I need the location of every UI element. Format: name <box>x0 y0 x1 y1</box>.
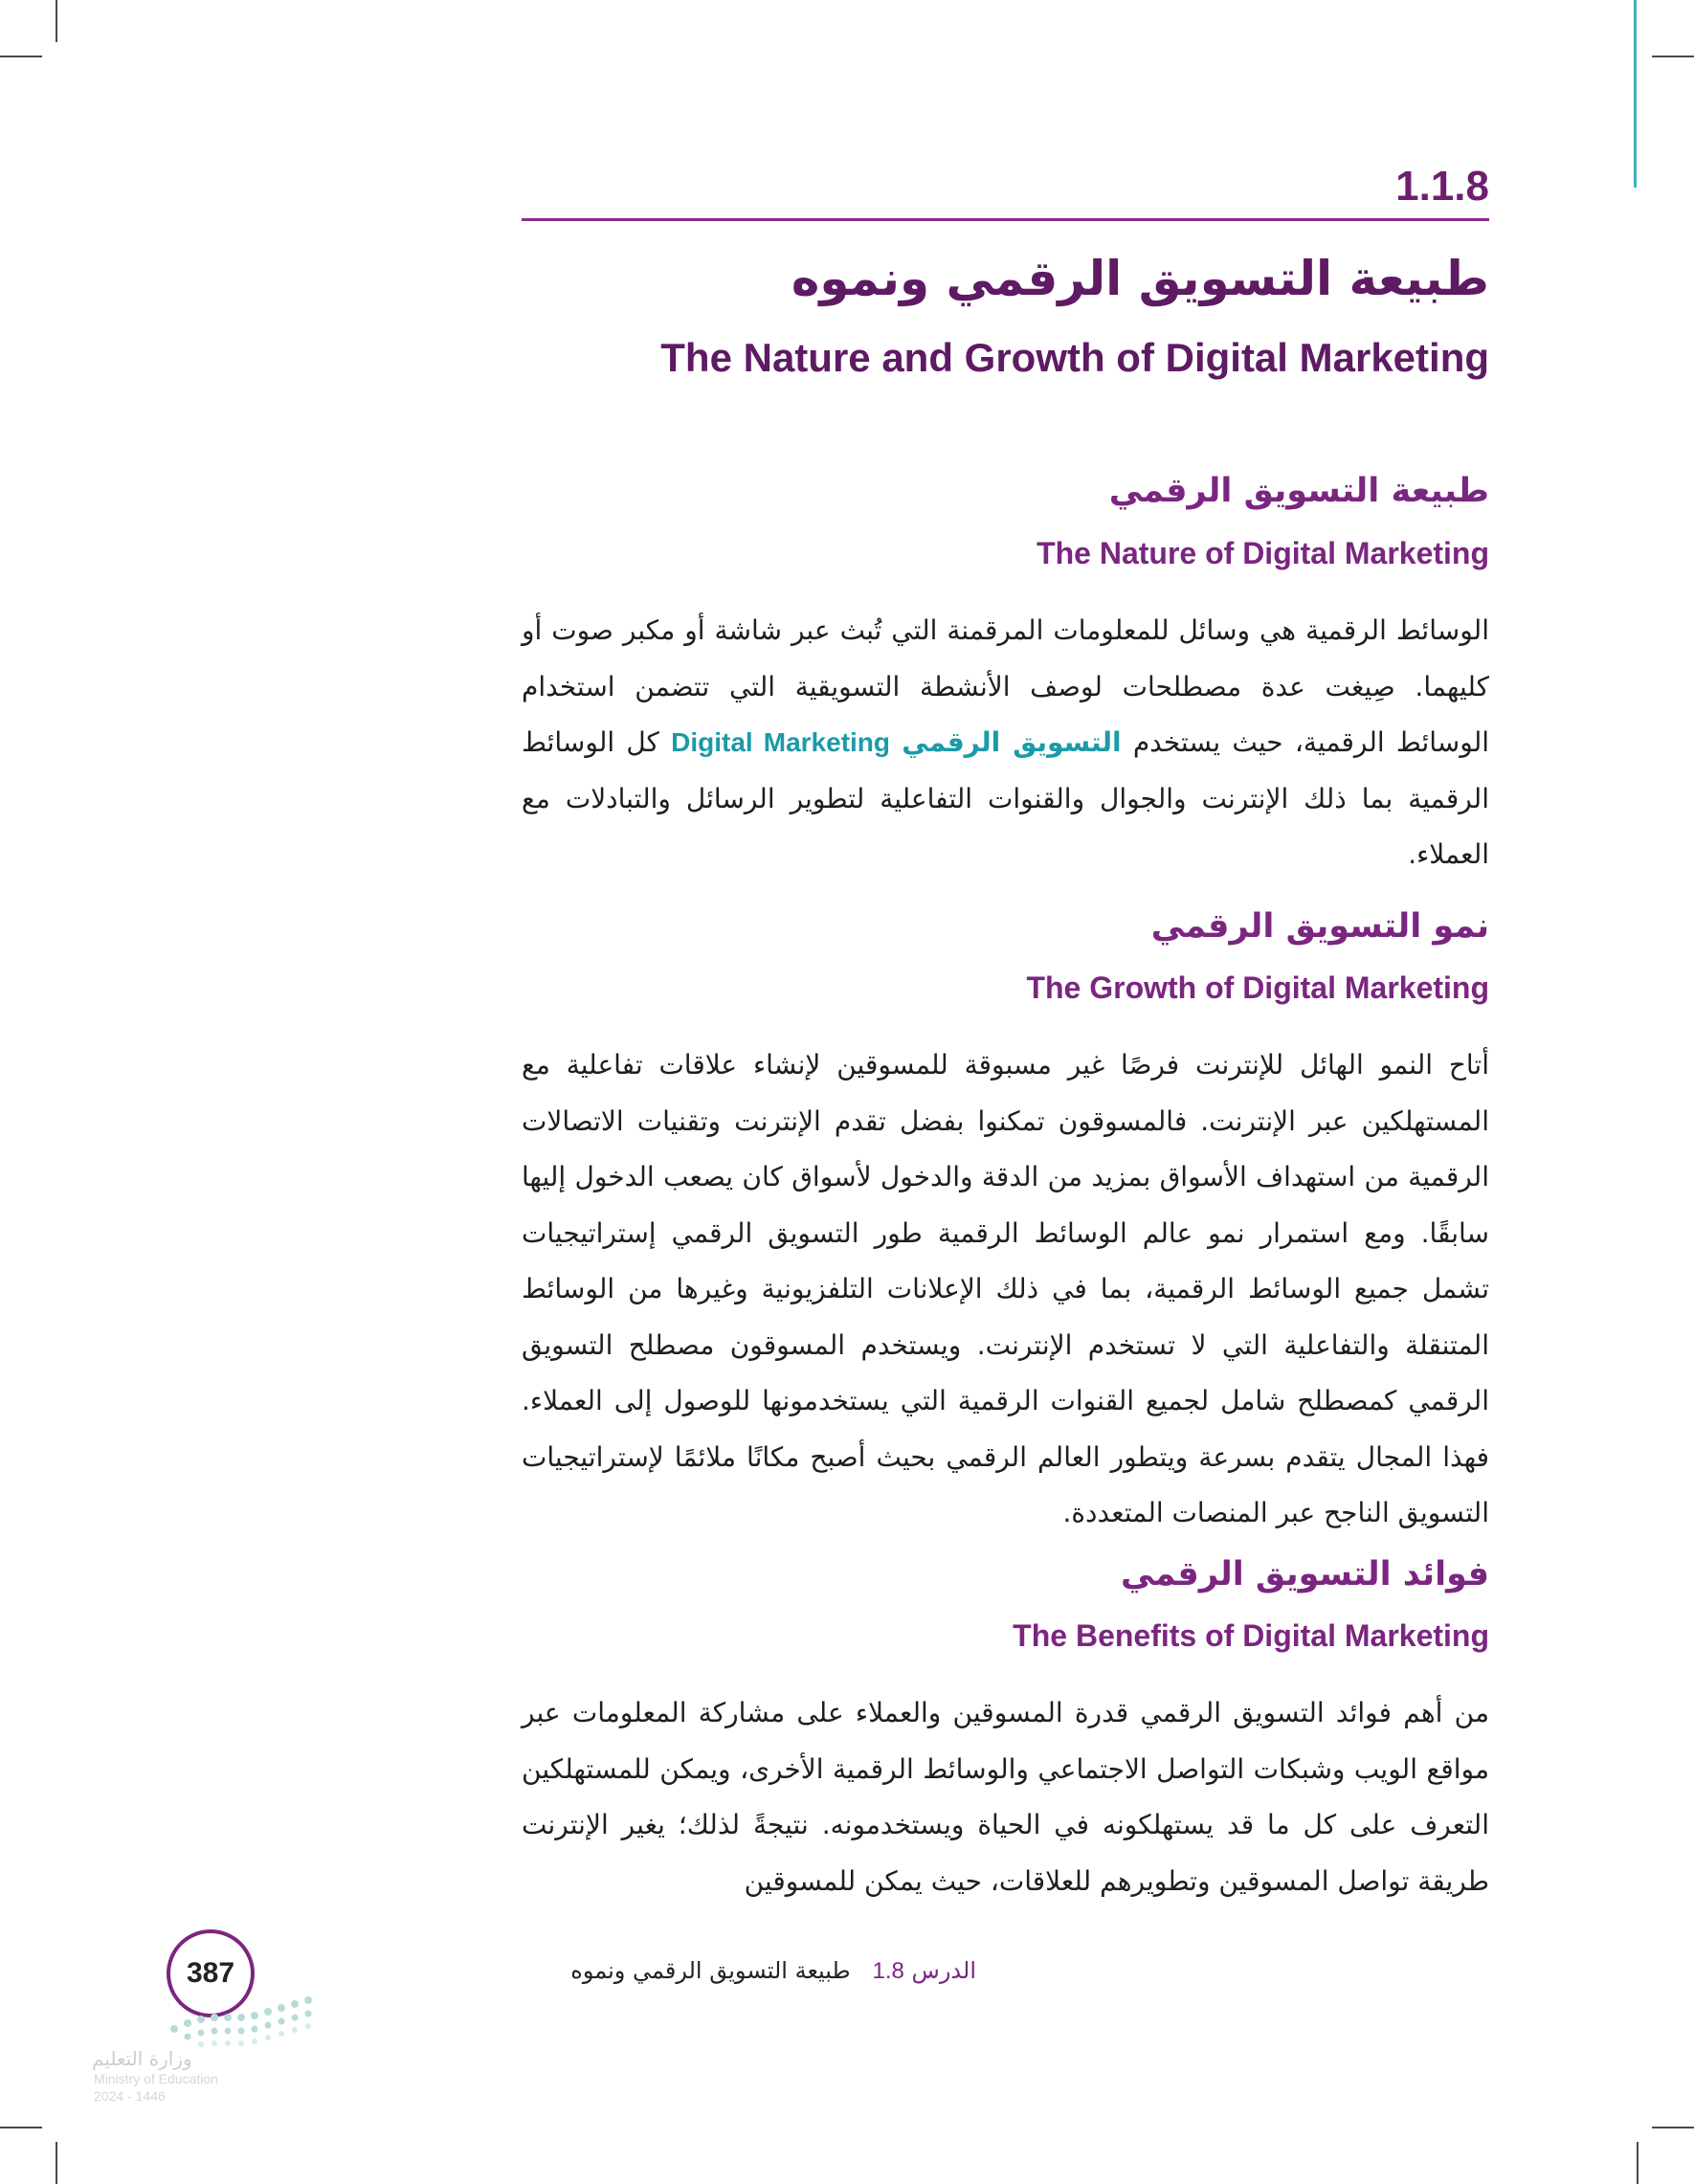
ministry-name-arabic: وزارة التعليم <box>92 2047 192 2070</box>
ministry-year: 2024 - 1446 <box>94 2088 166 2104</box>
lesson-title: طبيعة التسويق الرقمي ونموه <box>570 1957 851 1984</box>
ministry-name-english-text: Ministry of Education <box>94 2071 218 2086</box>
edge-accent <box>1634 0 1637 188</box>
crop-mark <box>0 2127 42 2128</box>
section-heading-english: The Benefits of Digital Marketing <box>1013 1618 1489 1653</box>
section-number: 1.1.8 <box>1395 163 1489 210</box>
paragraph-text: الوسائط الرقمية هي وسائل للمعلومات المرقمنة التي تُبث عبر شاشة أو مكبر صوت أو كليهما. صِيغت عدة مصطلحات لوصف الأنشطة التسويقية التي تتضمن استخدام الوسائط الرقمية، حيث يستخدم <box>522 614 1490 758</box>
ministry-logo-icon <box>165 1991 318 2050</box>
section-heading-english: The Nature of Digital Marketing <box>1036 536 1489 570</box>
section-heading-arabic: فوائد التسويق الرقمي <box>1121 1555 1489 1593</box>
crop-mark <box>1637 2142 1638 2184</box>
crop-mark <box>56 0 57 42</box>
highlight-term-arabic: التسويق الرقمي <box>902 726 1122 758</box>
crop-mark <box>56 2142 57 2184</box>
section-heading-arabic: طبيعة التسويق الرقمي <box>1108 472 1489 510</box>
section-divider <box>522 218 1489 221</box>
lesson-number: 1.8 <box>872 1958 904 1984</box>
paragraph-text: كل الوسائط الرقمية بما ذلك الإنترنت والجوال والقنوات التفاعلية لتطوير الرسائل والتبادلات مع العملاء. <box>522 726 1489 870</box>
page-title-english: The Nature and Growth of Digital Marketing <box>660 335 1489 380</box>
section-heading-english: The Growth of Digital Marketing <box>1026 970 1489 1005</box>
crop-mark <box>1652 56 1694 57</box>
crop-mark <box>0 56 42 57</box>
page-title-arabic: طبيعة التسويق الرقمي ونموه <box>791 251 1489 306</box>
highlight-term-english: Digital Marketing <box>671 727 891 757</box>
ministry-name-english <box>94 2070 247 2105</box>
section-heading-arabic: نمو التسويق الرقمي <box>1150 907 1489 946</box>
crop-mark <box>1652 2127 1694 2128</box>
section-paragraph: أتاح النمو الهائل للإنترنت فرصًا غير مسبوقة للمسوقين لإنشاء علاقات تفاعلية مع المستهلكين عبر الإنترنت. فالمسوقون تمكنوا بفضل تقدم الإنترنت وتقنيات الاتصالات الرقمية من استهداف الأسواق بمزيد من الدقة والدخول لأسواق كان يصعب الدخول إليها سابقًا. ومع استمرار نمو عالم الوسائط الرقمية طور التسويق الرقمي إستراتيجيات تشمل جميع الوسائط الرقمية، بما في ذلك الإعلانات التلفزيونية وغيرها من الوسائط المتنقلة والتفاعلية التي لا تستخدم الإنترنت. ويستخدم المسوقون مصطلح التسويق الرقمي كمصطلح شامل لجميع القنوات الرقمية التي يستخدمونها للوصول إلى العملاء. فهذا المجال يتقدم بسرعة ويتطور العالم الرقمي بحيث أصبح مكانًا ملائمًا لإستراتيجيات التسويق الناجح عبر المنصات المتعددة. <box>522 1049 1489 1528</box>
footer-lesson <box>517 1957 976 1985</box>
lesson-label: الدرس <box>911 1957 976 1984</box>
section-paragraph: من أهم فوائد التسويق الرقمي قدرة المسوقين والعملاء على مشاركة المعلومات عبر مواقع الويب وشبكات التواصل الاجتماعي والوسائط الرقمية الأخرى، ويمكن للمستهلكين التعرف على كل ما قد يستهلكونه في الحياة ويستخدمونه. نتيجةً لذلك؛ يغير الإنترنت طريقة تواصل المسوقين وتطويرهم للعلاقات، حيث يمكن للمسوقين <box>522 1697 1489 1897</box>
section-paragraph <box>522 603 1489 883</box>
page-number: 387 <box>186 1957 235 1989</box>
